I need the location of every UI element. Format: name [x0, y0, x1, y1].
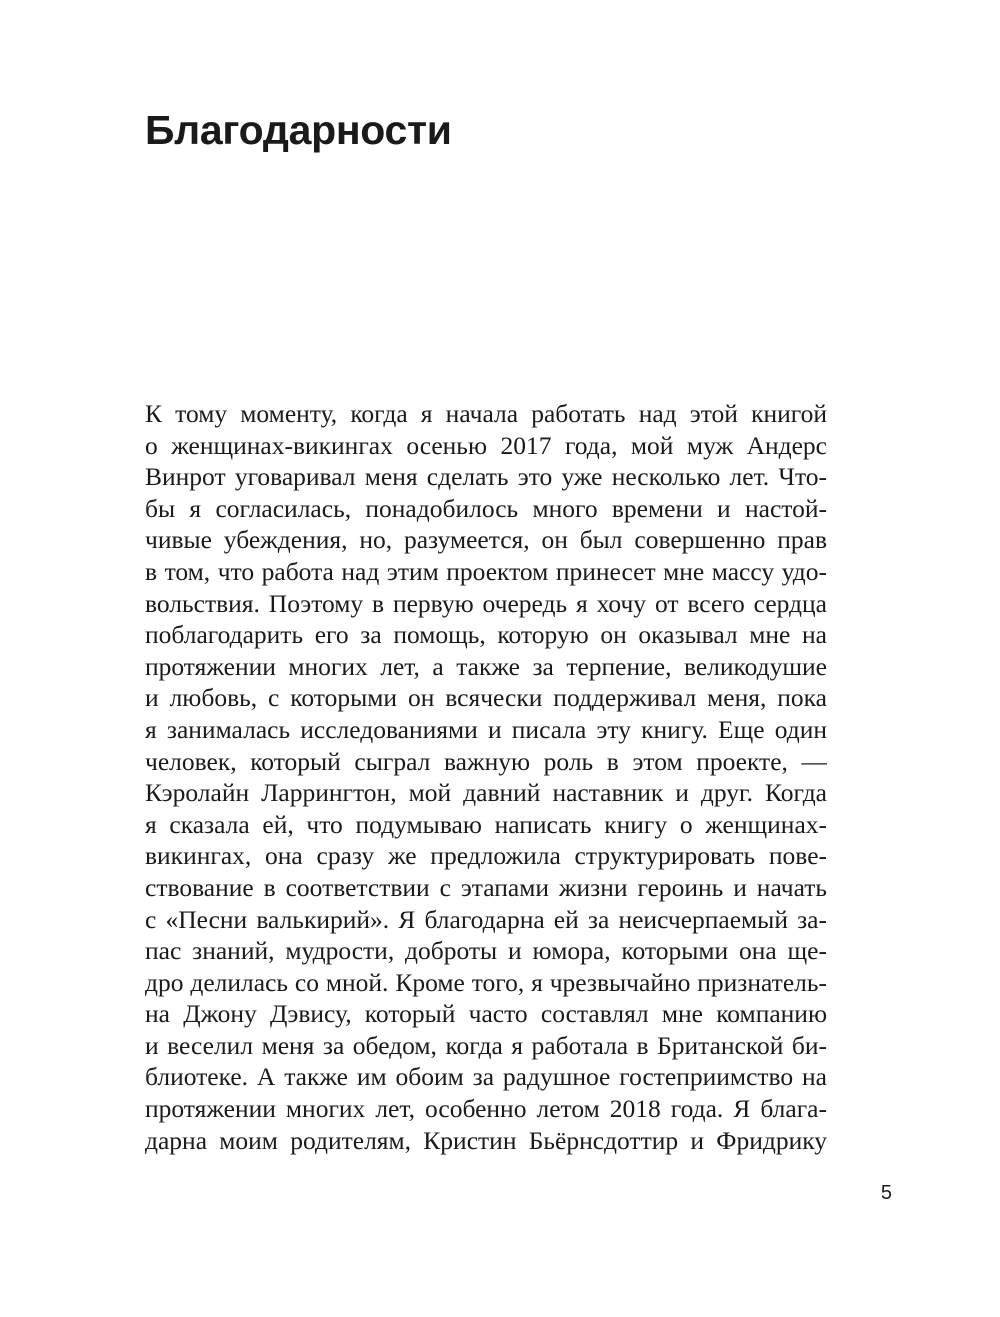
text-line: Винрот уговаривал меня сделать это уже несколько лет. Что-: [145, 462, 827, 492]
text-line: вольствия. Поэтому в первую очередь я хочу от всего сердца: [145, 588, 827, 618]
page-number: 5: [880, 1182, 892, 1204]
text-line: человек, который сыграл важную роль в этом проекте, —: [145, 746, 827, 776]
text-line: с «Песни валькирий». Я благодарна ей за неисчерпаемый за-: [145, 904, 827, 934]
text-line: поблагодарить его за помощь, которую он оказывал мне на: [145, 620, 827, 650]
body-paragraph: [145, 398, 827, 1156]
text-line: К тому моменту, когда я начала работать над этой книгой: [145, 399, 827, 428]
text-line: и любовь, с которыми он всячески поддерживал меня, пока: [145, 683, 827, 713]
text-line: на Джону Дэвису, который часто составлял мне компанию: [145, 999, 827, 1029]
text-line: дарна моим родителям, Кристин Бьёрнсдоттир и Фридрику: [145, 1125, 827, 1155]
text-line: Кэролайн Ларрингтон, мой давний наставник и друг. Когда: [145, 778, 827, 808]
text-line: дро делилась со мной. Кроме того, я чрезвычайно признатель-: [145, 967, 827, 997]
text-line: блиотеке. А также им обоим за радушное гостеприимство на: [145, 1062, 827, 1092]
text-line: чивые убеждения, но, разумеется, он был совершенно прав: [145, 525, 827, 555]
text-line: викингах, она сразу же предложила структурировать пове-: [145, 841, 827, 871]
text-line: пас знаний, мудрости, доброты и юмора, которыми она ще-: [145, 936, 827, 966]
chapter-title: Благодарности: [145, 107, 452, 153]
text-line: протяжении многих лет, а также за терпение, великодушие: [145, 651, 827, 681]
text-line: ствование в соответствии с этапами жизни героинь и начать: [145, 872, 827, 902]
text-line: о женщинах-викингах осенью 2017 года, мой муж Андерс: [145, 430, 827, 460]
text-line: протяжении многих лет, особенно летом 2018 года. Я блага-: [145, 1094, 827, 1124]
text-line: бы я согласилась, понадобилось много времени и настой-: [145, 493, 827, 523]
text-line: я сказала ей, что подумываю написать книгу о женщинах-: [145, 809, 827, 839]
text-line: я занималась исследованиями и писала эту книгу. Еще один: [145, 714, 827, 744]
text-line: и веселил меня за обедом, когда я работала в Британской би-: [145, 1030, 827, 1060]
text-line: в том, что работа над этим проектом принесет мне массу удо-: [145, 556, 827, 586]
